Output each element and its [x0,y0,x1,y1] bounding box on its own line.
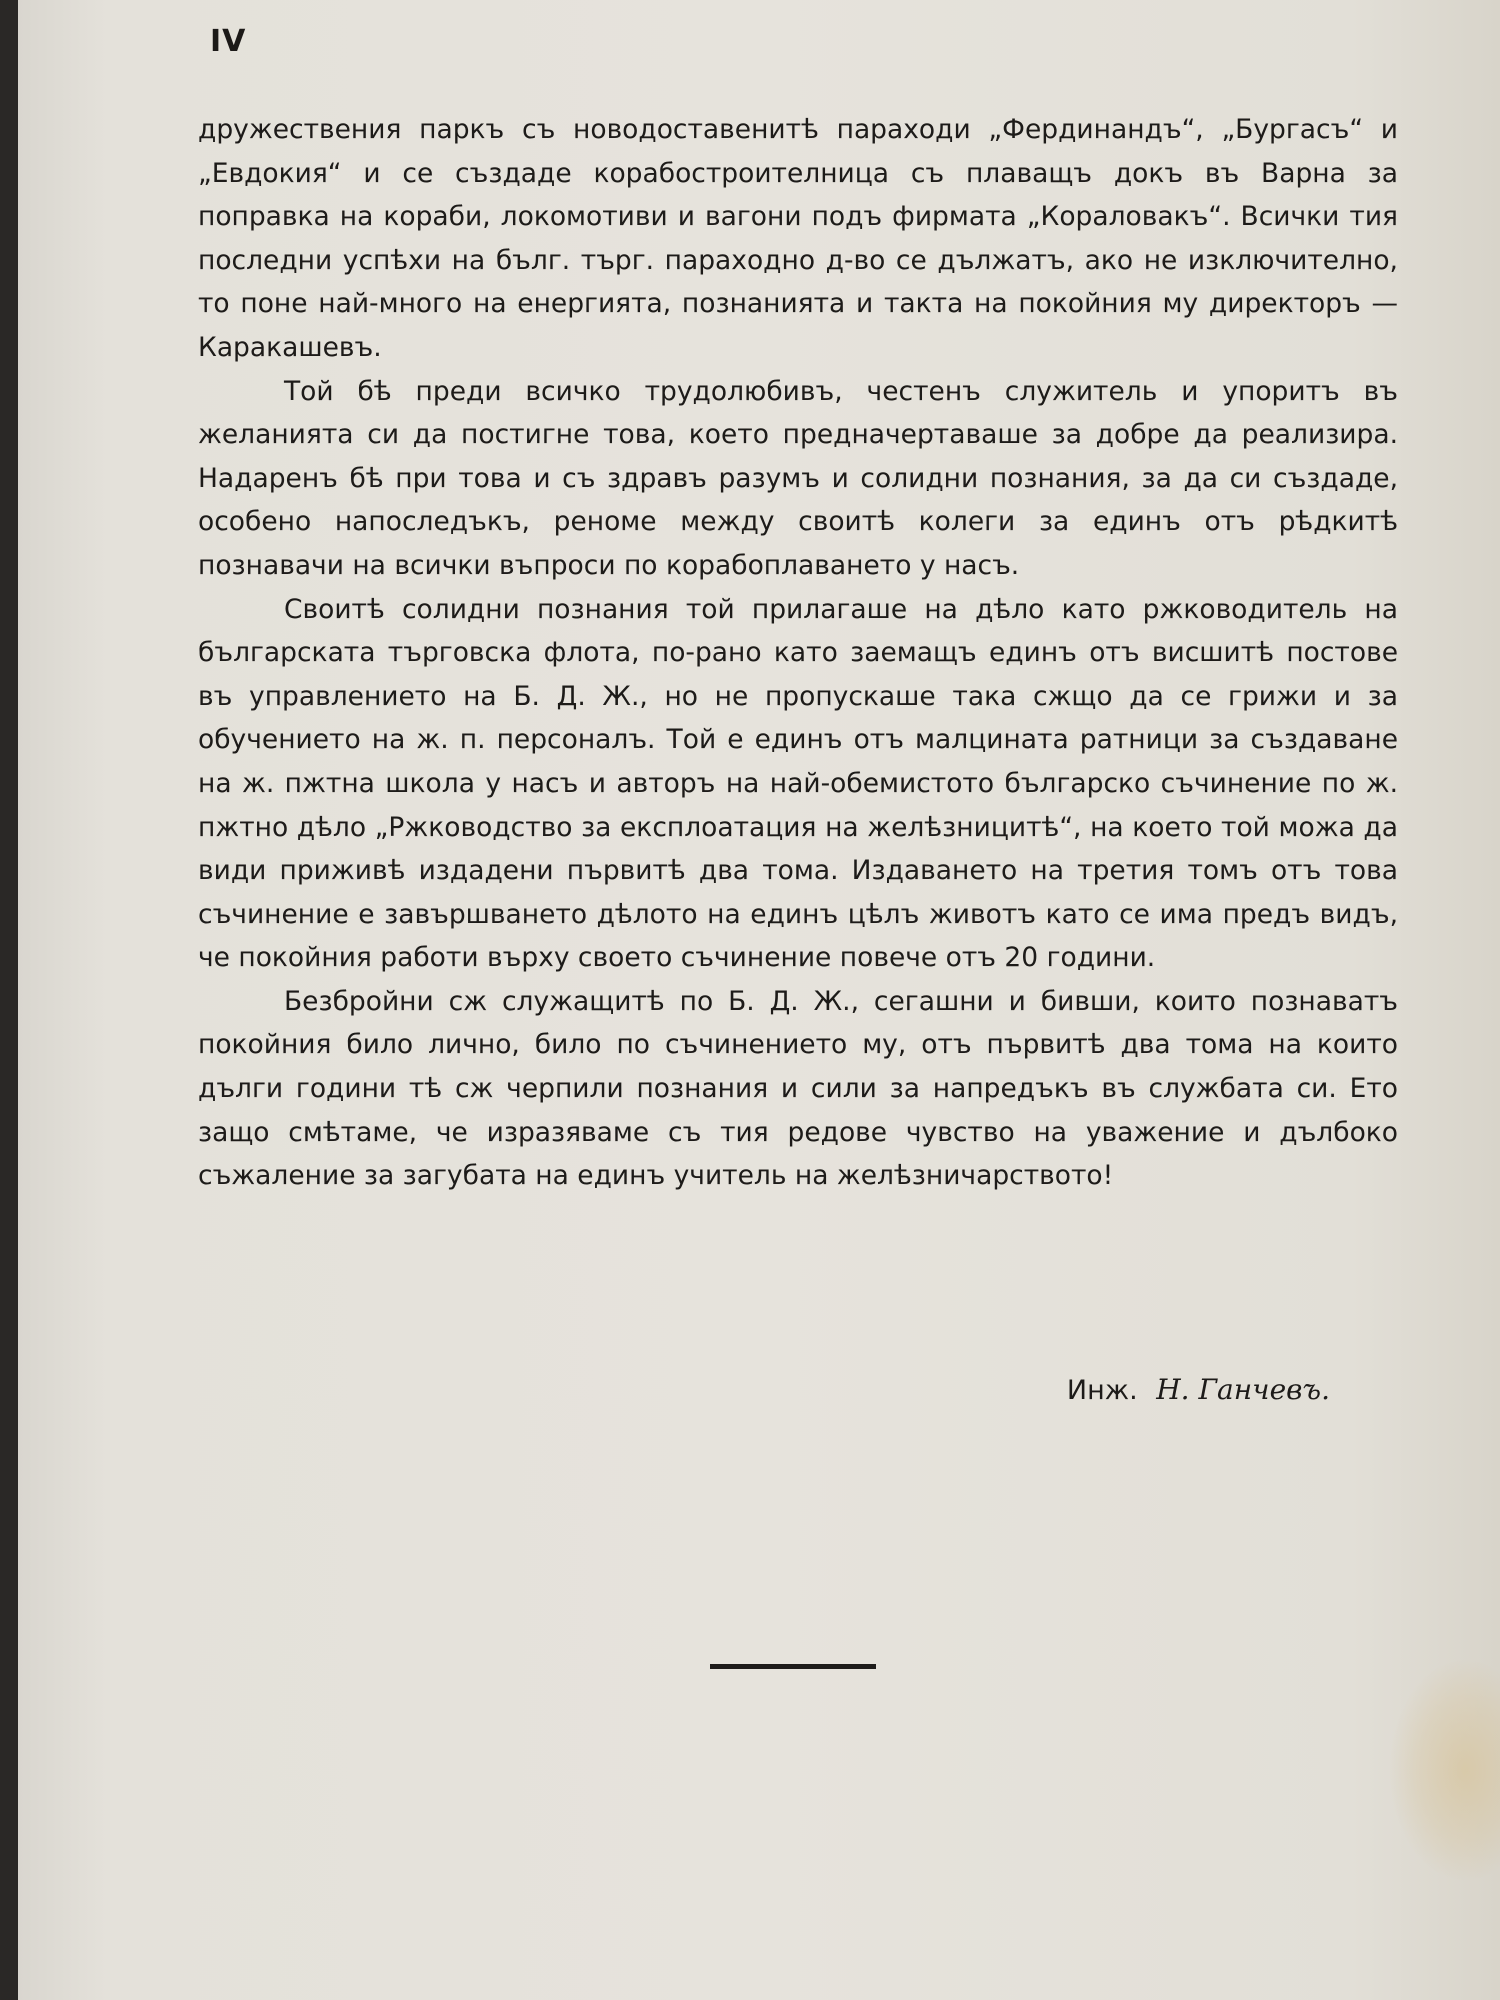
signature [1067,1373,1330,1406]
paper-stain [1390,1660,1500,1880]
signature-title: Инж. [1066,1375,1138,1406]
paragraph-1: дружествения паркъ съ новодоставенитѣ параходи „Фердинандъ“, „Бургасъ“ и „Евдокия“ и се създаде корабостроителница съ плаващъ докъ въ Варна за поправка на кораби, локомотиви и вагони подъ фирмата „Кораловакъ“. Всички тия последни успѣхи на бълг. търг. параходно д-во се дължатъ, ако не изключително, то поне най-много на енергията, познанията и такта на покойния му директоръ — Каракашевъ. [198,114,1398,363]
text-body [198,108,1398,1198]
end-rule-divider [710,1664,876,1669]
paragraph-4: Безбройни сж служащитѣ по Б. Д. Ж., сегашни и бивши, които познаватъ покойния било лично, било по съчинението му, отъ първитѣ два тома на които дълги години тѣ сж черпили познания и сили за напредъкъ въ службата си. Ето защо смѣтаме, че изразяваме съ тия редове чувство на уважение и дълбоко съжаление за загубата на единъ учитель на желѣзничарството! [198,985,1398,1192]
paragraph-2: Той бѣ преди всичко трудолюбивъ, честенъ служитель и упоритъ въ желанията си да постигне това, което предначертаваше за добре да реализира. Надаренъ бѣ при това и съ здравъ разумъ и солидни познания, за да си създаде, особено напоследъкъ, реноме между своитѣ колеги за единъ отъ рѣдкитѣ познавачи на всички въпроси по корабоплаването у насъ. [198,375,1398,581]
signature-name: Н. Ганчевъ. [1156,1373,1330,1406]
paragraph-3: Своитѣ солидни познания той прилагаше на дѣло като ржководитель на българската търговска флота, по-рано като заемащъ единъ отъ висшитѣ постове въ управлението на Б. Д. Ж., но не пропускаше така сжщо да се грижи и за обучението на ж. п. персоналъ. Той е единъ отъ малцината ратници за създаване на ж. пжтна школа у насъ и авторъ на най-обемистото българско съчинение по ж. пжтно дѣло „Ржководство за експлоатация на желѣзницитѣ“, на което той можа да види приживѣ издадени първитѣ два тома. Издаването на третия томъ отъ това съчинение е завършването дѣлото на единъ цѣлъ животъ като се има предъ видъ, че покойния работи върху своето съчинение повече отъ 20 години. [198,593,1398,974]
page-number: IV [210,24,247,59]
document-page [18,0,1500,2000]
